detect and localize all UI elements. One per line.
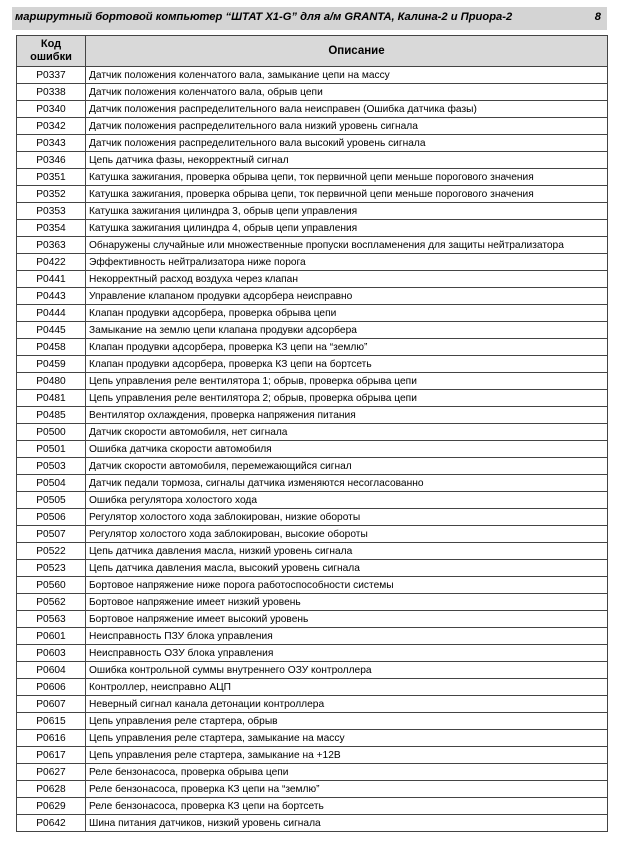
error-code-cell: P0500: [17, 424, 86, 441]
error-code-cell: P0441: [17, 271, 86, 288]
table-row: [17, 475, 608, 492]
table-row: [17, 458, 608, 475]
table-row: [17, 356, 608, 373]
error-description-cell: Цепь управления реле стартера, замыкание на +12В: [86, 747, 608, 764]
error-code-cell: P0346: [17, 152, 86, 169]
error-description-cell: Датчик положения коленчатого вала, обрыв цепи: [86, 84, 608, 101]
table-row: [17, 492, 608, 509]
table-row: [17, 781, 608, 798]
table-row: [17, 764, 608, 781]
table-row: [17, 662, 608, 679]
error-description-cell: Цепь датчика давления масла, низкий уровень сигнала: [86, 543, 608, 560]
column-header-code: [17, 36, 86, 67]
error-description-cell: Замыкание на землю цепи клапана продувки адсорбера: [86, 322, 608, 339]
error-code-cell: P0523: [17, 560, 86, 577]
table-row: [17, 628, 608, 645]
error-description-cell: Датчик положения коленчатого вала, замыкание цепи на массу: [86, 67, 608, 84]
column-header-description: Описание: [86, 36, 608, 67]
table-row: [17, 645, 608, 662]
error-description-cell: Реле бензонасоса, проверка обрыва цепи: [86, 764, 608, 781]
error-description-cell: Цепь датчика фазы, некорректный сигнал: [86, 152, 608, 169]
error-description-cell: Управление клапаном продувки адсорбера неисправно: [86, 288, 608, 305]
table-row: [17, 747, 608, 764]
error-code-cell: P0343: [17, 135, 86, 152]
error-code-cell: P0522: [17, 543, 86, 560]
table-row: [17, 594, 608, 611]
error-description-cell: Клапан продувки адсорбера, проверка КЗ цепи на бортсеть: [86, 356, 608, 373]
error-description-cell: Реле бензонасоса, проверка КЗ цепи на “землю”: [86, 781, 608, 798]
table-row: [17, 322, 608, 339]
error-code-cell: P0604: [17, 662, 86, 679]
error-code-cell: P0606: [17, 679, 86, 696]
table-row: [17, 560, 608, 577]
table-row: [17, 390, 608, 407]
page-number: 8: [594, 11, 601, 23]
error-description-cell: Цепь управления реле вентилятора 1; обрыв, проверка обрыва цепи: [86, 373, 608, 390]
table-body: [17, 67, 608, 832]
table-row: [17, 237, 608, 254]
error-code-cell: P0444: [17, 305, 86, 322]
error-code-cell: P0352: [17, 186, 86, 203]
error-description-cell: Эффективность нейтрализатора ниже порога: [86, 254, 608, 271]
header-title: маршрутный бортовой компьютер “ШТАТ X1-G” для а/м GRANTA, Калина-2 и Приора-2: [15, 11, 513, 23]
error-code-cell: P0601: [17, 628, 86, 645]
error-description-cell: Бортовое напряжение имеет низкий уровень: [86, 594, 608, 611]
error-description-cell: Бортовое напряжение имеет высокий уровень: [86, 611, 608, 628]
error-code-cell: P0458: [17, 339, 86, 356]
table-row: [17, 509, 608, 526]
error-code-cell: P0351: [17, 169, 86, 186]
table-row: [17, 220, 608, 237]
error-code-cell: P0443: [17, 288, 86, 305]
error-code-cell: P0627: [17, 764, 86, 781]
table-row: [17, 169, 608, 186]
table-row: [17, 203, 608, 220]
table-header-row: [17, 36, 608, 67]
table-row: [17, 84, 608, 101]
table-row: [17, 441, 608, 458]
error-description-cell: Катушка зажигания, проверка обрыва цепи, ток первичной цепи меньше порогового значения: [86, 186, 608, 203]
error-code-cell: P0504: [17, 475, 86, 492]
table-row: [17, 305, 608, 322]
error-code-cell: P0338: [17, 84, 86, 101]
table-row: [17, 152, 608, 169]
table-row: [17, 271, 608, 288]
error-code-cell: P0337: [17, 67, 86, 84]
error-description-cell: Некорректный расход воздуха через клапан: [86, 271, 608, 288]
error-codes-table: [16, 35, 608, 832]
page-header: [12, 7, 607, 30]
error-description-cell: Цепь управления реле вентилятора 2; обрыв, проверка обрыва цепи: [86, 390, 608, 407]
column-header-code-line2: ошибки: [30, 51, 72, 63]
error-code-cell: P0607: [17, 696, 86, 713]
error-description-cell: Ошибка регулятора холостого хода: [86, 492, 608, 509]
error-description-cell: Датчик положения распределительного вала высокий уровень сигнала: [86, 135, 608, 152]
table-row: [17, 815, 608, 832]
error-code-cell: P0562: [17, 594, 86, 611]
error-code-cell: P0642: [17, 815, 86, 832]
table-row: [17, 730, 608, 747]
error-description-cell: Клапан продувки адсорбера, проверка КЗ цепи на “землю”: [86, 339, 608, 356]
error-description-cell: Цепь управления реле стартера, обрыв: [86, 713, 608, 730]
error-description-cell: Шина питания датчиков, низкий уровень сигнала: [86, 815, 608, 832]
table-row: [17, 186, 608, 203]
error-code-cell: P0617: [17, 747, 86, 764]
error-code-cell: P0481: [17, 390, 86, 407]
table-row: [17, 118, 608, 135]
column-header-code-line1: Код: [40, 38, 62, 50]
error-description-cell: Бортовое напряжение ниже порога работоспособности системы: [86, 577, 608, 594]
table-row: [17, 288, 608, 305]
table-row: [17, 798, 608, 815]
error-code-cell: P0628: [17, 781, 86, 798]
error-code-cell: P0505: [17, 492, 86, 509]
error-code-cell: P0563: [17, 611, 86, 628]
error-description-cell: Клапан продувки адсорбера, проверка обрыва цепи: [86, 305, 608, 322]
error-description-cell: Цепь управления реле стартера, замыкание на массу: [86, 730, 608, 747]
error-description-cell: Датчик педали тормоза, сигналы датчика изменяются несогласованно: [86, 475, 608, 492]
error-code-cell: P0501: [17, 441, 86, 458]
table-row: [17, 611, 608, 628]
table-row: [17, 679, 608, 696]
table-row: [17, 577, 608, 594]
error-code-cell: P0560: [17, 577, 86, 594]
error-description-cell: Вентилятор охлаждения, проверка напряжения питания: [86, 407, 608, 424]
error-description-cell: Датчик скорости автомобиля, перемежающийся сигнал: [86, 458, 608, 475]
error-description-cell: Катушка зажигания цилиндра 3, обрыв цепи управления: [86, 203, 608, 220]
error-code-cell: P0616: [17, 730, 86, 747]
table-row: [17, 101, 608, 118]
error-code-cell: P0603: [17, 645, 86, 662]
table-row: [17, 696, 608, 713]
error-description-cell: Цепь датчика давления масла, высокий уровень сигнала: [86, 560, 608, 577]
error-description-cell: Неисправность ПЗУ блока управления: [86, 628, 608, 645]
error-description-cell: Регулятор холостого хода заблокирован, высокие обороты: [86, 526, 608, 543]
table-row: [17, 526, 608, 543]
error-description-cell: Неверный сигнал канала детонации контроллера: [86, 696, 608, 713]
error-description-cell: Контроллер, неисправно АЦП: [86, 679, 608, 696]
table-row: [17, 254, 608, 271]
error-code-cell: P0340: [17, 101, 86, 118]
error-code-cell: P0342: [17, 118, 86, 135]
error-description-cell: Катушка зажигания, проверка обрыва цепи, ток первичной цепи меньше порогового значения: [86, 169, 608, 186]
table-row: [17, 713, 608, 730]
table-row: [17, 135, 608, 152]
error-code-cell: P0503: [17, 458, 86, 475]
table-row: [17, 67, 608, 84]
error-code-cell: P0485: [17, 407, 86, 424]
error-code-cell: P0459: [17, 356, 86, 373]
table-row: [17, 407, 608, 424]
error-description-cell: Обнаружены случайные или множественные пропуски воспламенения для защиты нейтрализатора: [86, 237, 608, 254]
error-description-cell: Датчик положения распределительного вала неисправен (Ошибка датчика фазы): [86, 101, 608, 118]
table-row: [17, 339, 608, 356]
error-description-cell: Ошибка датчика скорости автомобиля: [86, 441, 608, 458]
error-code-cell: P0615: [17, 713, 86, 730]
error-code-cell: P0507: [17, 526, 86, 543]
error-description-cell: Неисправность ОЗУ блока управления: [86, 645, 608, 662]
error-description-cell: Датчик положения распределительного вала низкий уровень сигнала: [86, 118, 608, 135]
error-description-cell: Регулятор холостого хода заблокирован, низкие обороты: [86, 509, 608, 526]
error-code-cell: P0506: [17, 509, 86, 526]
error-description-cell: Ошибка контрольной суммы внутреннего ОЗУ контроллера: [86, 662, 608, 679]
error-description-cell: Датчик скорости автомобиля, нет сигнала: [86, 424, 608, 441]
error-code-cell: P0363: [17, 237, 86, 254]
error-code-cell: P0422: [17, 254, 86, 271]
table-row: [17, 373, 608, 390]
table-row: [17, 543, 608, 560]
error-description-cell: Катушка зажигания цилиндра 4, обрыв цепи управления: [86, 220, 608, 237]
error-description-cell: Реле бензонасоса, проверка КЗ цепи на бортсеть: [86, 798, 608, 815]
error-code-cell: P0629: [17, 798, 86, 815]
table-row: [17, 424, 608, 441]
error-code-cell: P0353: [17, 203, 86, 220]
error-code-cell: P0354: [17, 220, 86, 237]
error-code-cell: P0445: [17, 322, 86, 339]
error-code-cell: P0480: [17, 373, 86, 390]
